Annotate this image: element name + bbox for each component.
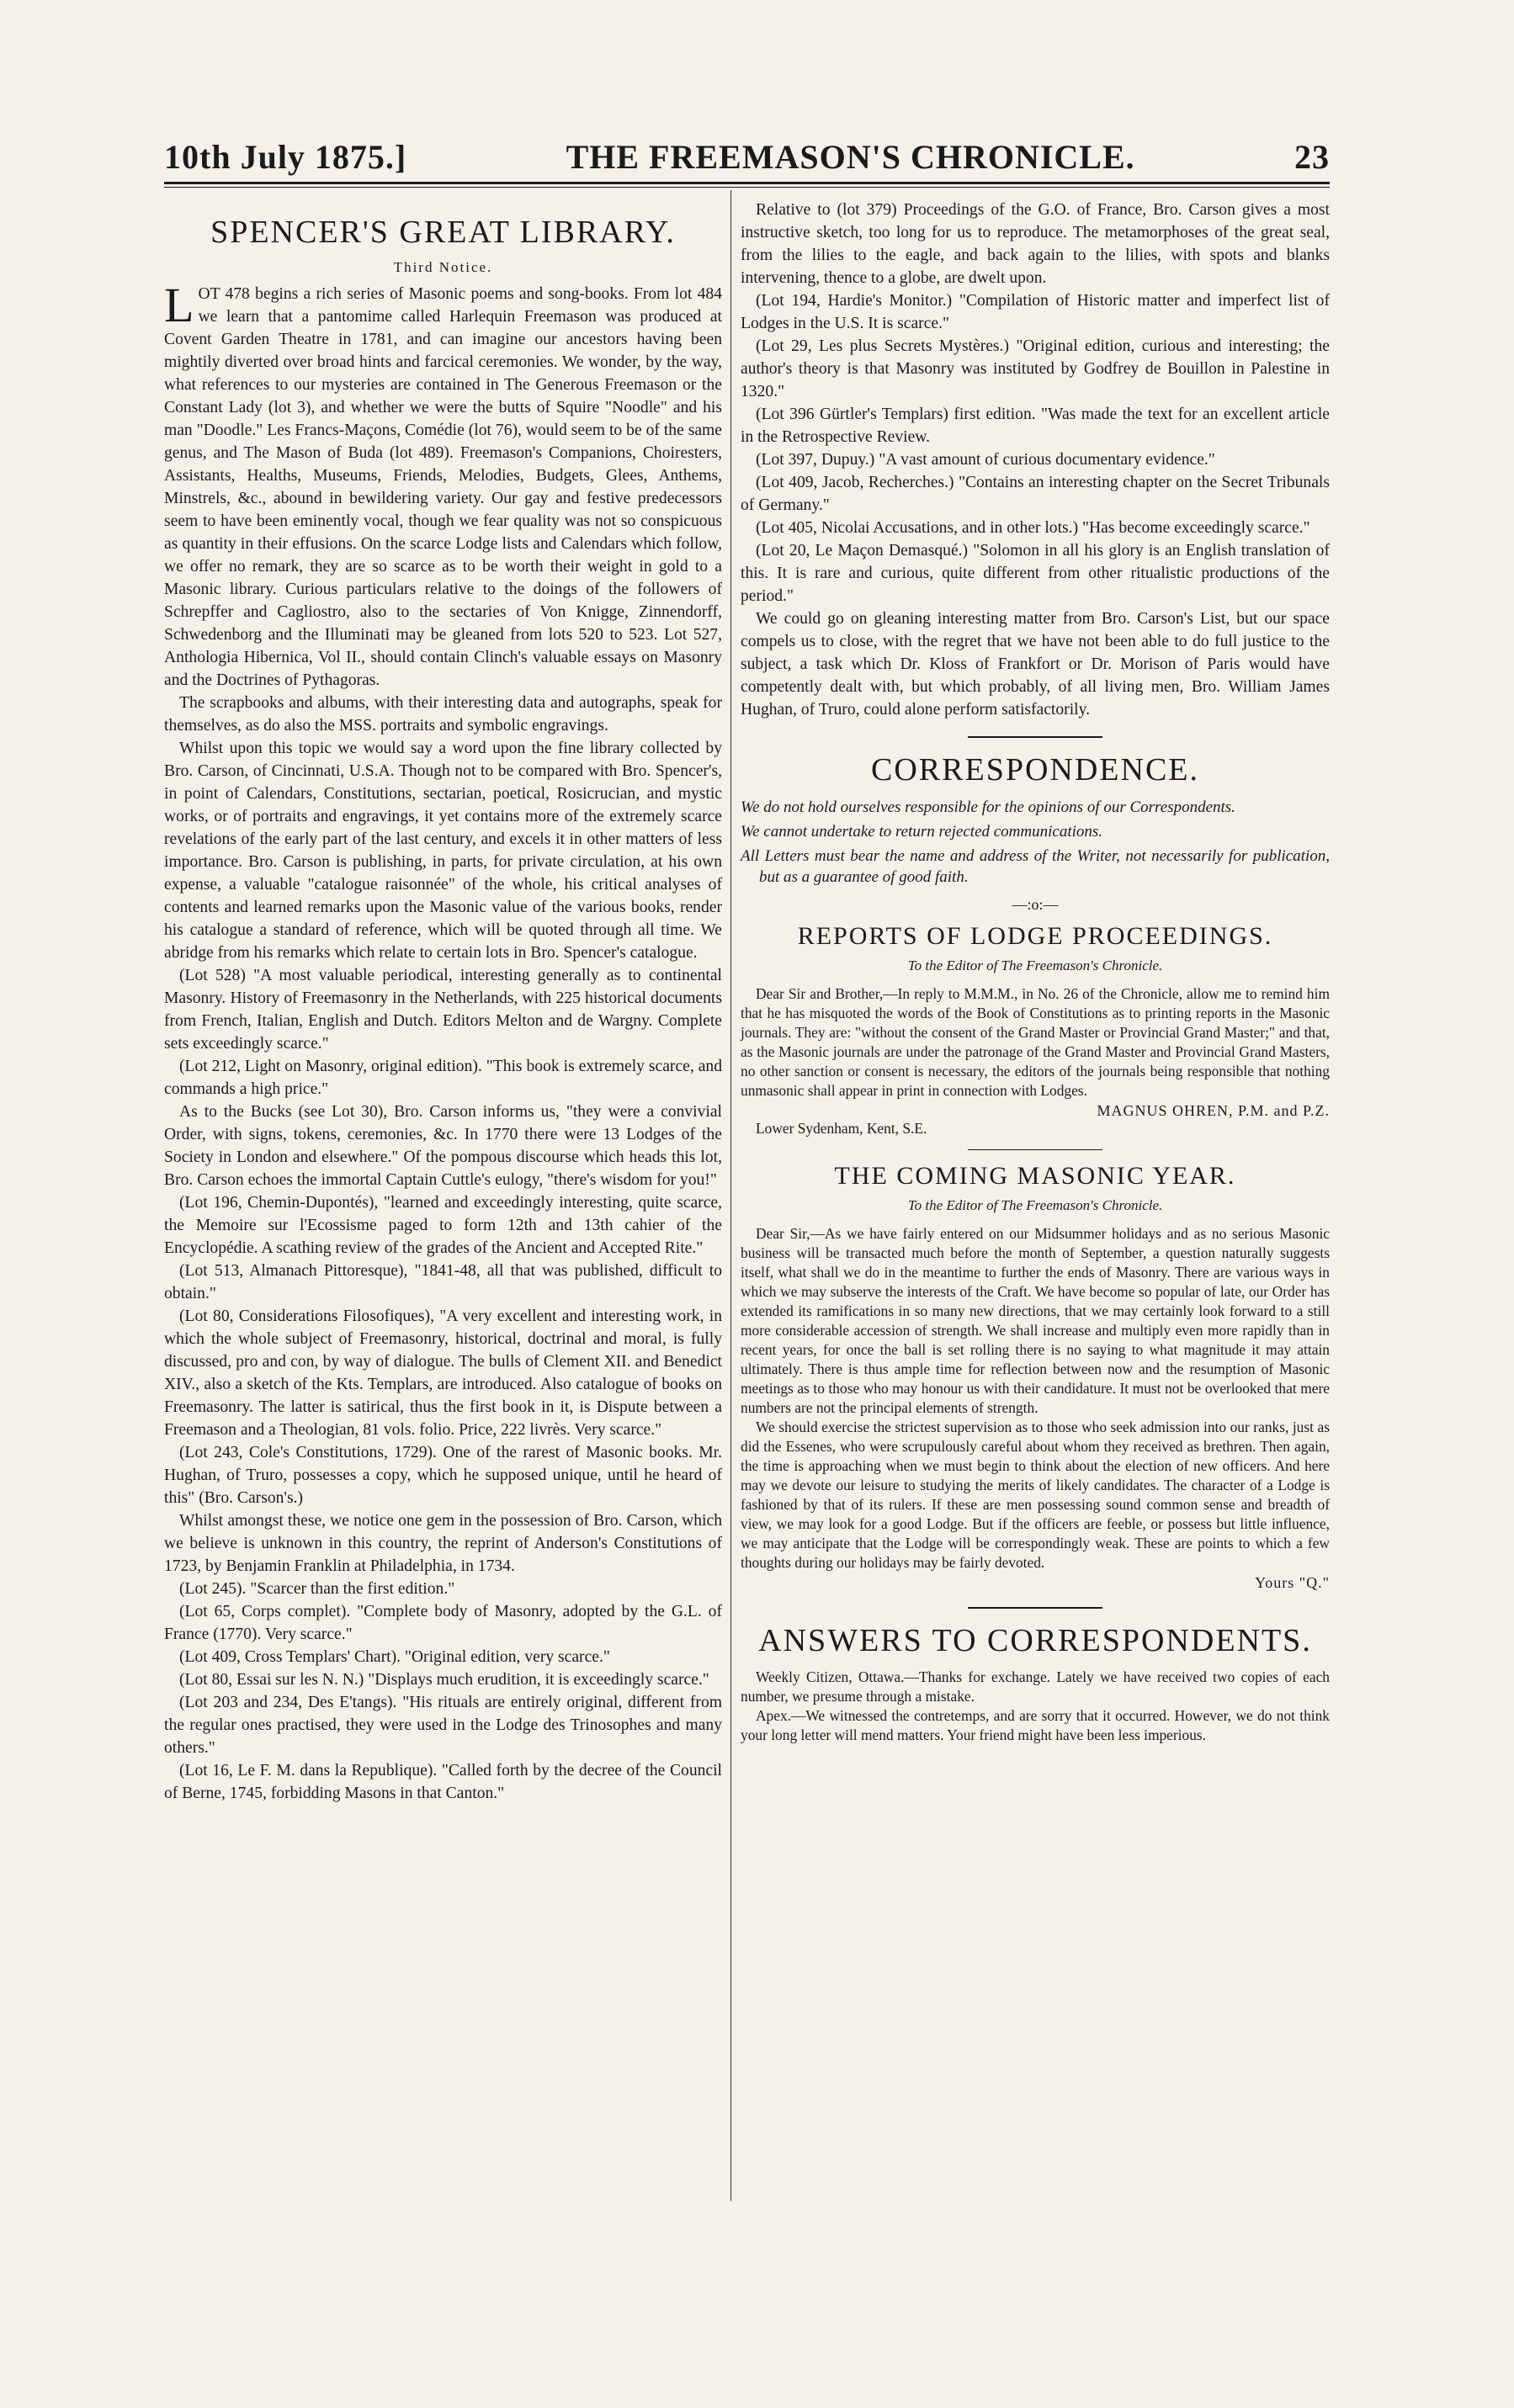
right-column (741, 199, 1330, 1745)
paragraph: (Lot 194, Hardie's Monitor.) "Compilation of Historic matter and imperfect list of Lodges in the U.S. It is scarce." (741, 292, 1330, 332)
letter-address: Lower Sydenham, Kent, S.E. (756, 1120, 927, 1137)
paragraph: LOT 478 begins a rich series of Masonic poems and song-books. From lot 484 we learn that a pantomime called Harlequin Freemason was produced at Covent Garden Theatre in 1781, and can imagine our ancestors having been mightily diverted over broad hints and farcical ceremonies. We wonder, by the way, what references to our mysteries are contained in The Generous Freemason or the Constant Lady (lot 3), and whether we were the butts of Squire "Noodle" and his man "Doodle." Les Francs-Maçons, Comédie (lot 76), would seem to be of the same genus, and The Mason of Buda (lot 489). Freemason's Companions, Choiresters, Assistants, Healths, Museums, Friends, Melodies, Budgets, Glees, Anthems, Minstrels, &c., abound in bewildering variety. Our gay and festive predecessors seem to have been eminently vocal, though we fear quality was not so conspicuous as quantity in their effusions. On the scarce Lodge lists and Calendars which follow, we offer no remark, they are so scarce as to be worth their weight in gold to a Masonic library. Curious particulars relative to the doings of the followers of Schrepffer and Cagliostro, also to the sectaries of Von Knigge, Zinnendorff, Schwedenborg and the Illuminati may be gleaned from lots 520 to 523. Lot 527, Anthologia Hibernica, Vol II., should contain Clinch's valuable essays on Masonry and the Doctrines of Pythagoras. (164, 278, 722, 689)
paragraph: Whilst upon this topic we would say a word upon the fine library collected by Bro. Carson, of Cincinnati, U.S.A. Though not to be compared with Bro. Spencer's, in point of Calendars, Constitutions, sectarian, poetical, Rosicrucian, and mystic works, or of portraits and engravings, it yet contains more of the extremely scarce revelations of the early part of the last century, and excels it in other matters of less importance. Bro. Carson is publishing, in parts, for private circulation, at his own expense, a valuable "catalogue raisonnée" of the whole, his critical analyses of contents and learned remarks upon the Masonic value of the various books, render his catalogue a standard of reference, which will be quoted through all time. We abridge from his remarks which relate to certain lots in Bro. Spencer's catalogue. (164, 740, 722, 962)
coming-year-title: THE COMING MASONIC YEAR. (834, 1162, 1236, 1190)
paragraph: (Lot 212, Light on Masonry, original edition). "This book is extremely scarce, and commands a high price." (164, 1058, 722, 1098)
article-subtitle: Third Notice. (393, 259, 493, 275)
paragraph: (Lot 245). "Scarcer than the first edition." (179, 1580, 455, 1598)
left-column (164, 199, 722, 1805)
paragraph: Whilst amongst these, we notice one gem in the possession of Bro. Carson, which we believe is unknown in this country, the reprint of Anderson's Constitutions of 1723, by Benjamin Franklin at Philadelphia, in 1734. (164, 1512, 722, 1575)
paragraph: (Lot 20, Le Maçon Demasqué.) "Solomon in all his glory is an English translation of this. It is rare and curious, quite different from other ritualistic productions of the period." (741, 542, 1330, 605)
page-header (164, 133, 1330, 180)
paragraph: (Lot 396 Gürtler's Templars) first edition. "Was made the text for an excellent article in the Retrospective Review. (741, 406, 1330, 446)
to-editor-line: To the Editor of The Freemason's Chronicle. (907, 957, 1163, 973)
paragraph: (Lot 203 and 234, Des E'tangs). "His rituals are entirely original, different from the regular ones practised, they were used in the Lodge des Trinosophes and many others." (164, 1694, 722, 1757)
masthead-title: THE FREEMASON'S CHRONICLE. (566, 137, 1135, 176)
letter-signature: Yours "Q." (1255, 1574, 1330, 1591)
issue-date: 10th July 1875.] (164, 137, 407, 176)
column-divider (730, 190, 731, 2201)
paragraph: Dear Sir and Brother,—In reply to M.M.M., in No. 26 of the Chronicle, allow me to remind him that he has misquoted the words of the Book of Constitutions as to printing reports in the Masonic journals. They are: "without the consent of the Grand Master or Provincial Grand Master;" and that, as the Masonic journals are under the patronage of the Grand Master and Provincial Grand Masters, no other sanction or consent is necessary, the editors of the journals being responsible that nothing unmasonic shall appear in print in connection with Lodges. (741, 985, 1330, 1099)
section-divider (968, 736, 1102, 738)
paragraph: (Lot 405, Nicolai Accusations, and in other lots.) "Has become exceedingly scarce." (756, 519, 1310, 537)
answers-body (741, 1668, 1330, 1745)
correspondence-title: CORRESPONDENCE. (871, 752, 1199, 788)
notice-line: We do not hold ourselves responsible for the opinions of our Correspondents. (741, 798, 1235, 816)
notice-line: All Letters must bear the name and address of the Writer, not necessarily for publication, but as a guarantee of good faith. (741, 847, 1330, 886)
paragraph: As to the Bucks (see Lot 30), Bro. Carson informs us, "they were a convivial Order, with signs, tokens, ceremonies, &c. In 1770 there were 13 Lodges of the Society in London and elsewhere." Of the pompous discourse which heads this lot, Bro. Carson echoes the immortal Captain Cuttle's eulogy, "there's wisdom for you!" (164, 1103, 722, 1189)
library-article-body (164, 278, 722, 1805)
letter-signature: MAGNUS OHREN, P.M. and P.Z. (1097, 1102, 1330, 1119)
paragraph: (Lot 513, Almanach Pittoresque), "1841-48, all that was published, difficult to obtain." (164, 1262, 722, 1302)
paragraph: The scrapbooks and albums, with their interesting data and autographs, speak for themselves, as do also the MSS. portraits and symbolic engravings. (164, 694, 722, 735)
ornament: —:o:— (1012, 896, 1059, 913)
paragraph: (Lot 80, Essai sur les N. N.) "Displays much erudition, it is exceedingly scarce." (179, 1671, 709, 1689)
paragraph: Dear Sir,—As we have fairly entered on our Midsummer holidays and as no serious Masonic business will be transacted much before the month of September, a question naturally suggests itself, what shall we do in the meantime to further the ends of Masonry. There are various ways in which we may subserve the interests of the Craft. We have become so popular of late, our Order has extended its ramifications in so many new directions, that we may certainly look forward to a still more considerable accession of strength. We shall increase and multiply even more rapidly than in recent years, for once the ball is set rolling there is no saying to what magnitude it may attain ultimately. There is thus ample time for reflection between now and the resumption of Masonic meetings as to those who may honour us with their candidature. It must not be overlooked that mere numbers are not the principal elements of strength. (741, 1225, 1330, 1416)
section-divider (968, 1149, 1102, 1150)
reports-letter (741, 984, 1330, 1101)
header-rule-thin (164, 187, 1330, 188)
section-divider (968, 1607, 1102, 1609)
paragraph: (Lot 16, Le F. M. dans la Republique). "Called forth by the decree of the Council of Berne, 1745, forbidding Masons in that Canton." (164, 1762, 722, 1802)
paragraph: We could go on gleaning interesting matter from Bro. Carson's List, but our space compels us to close, with the regret that we have not been able to do full justice to the subject, a task which Dr. Kloss of Frankfort or Dr. Morison of Paris would have competently dealt with, but which probably, of all living men, Bro. William James Hughan, of Truro, could alone perform satisfactorily. (741, 610, 1330, 719)
coming-year-letter (741, 1224, 1330, 1573)
correspondence-notices (741, 797, 1330, 888)
paragraph: (Lot 243, Cole's Constitutions, 1729). One of the rarest of Masonic books. Mr. Hughan, of Truro, possesses a copy, which he supposed unique, until he heard of this" (Bro. Carson's.) (164, 1444, 722, 1507)
paragraph: We should exercise the strictest supervision as to those who seek admission into our ranks, just as did the Essenes, who were scrupulously careful about whom they received as brethren. Then again, the time is approaching when we must begin to think about the election of new officers. And here may we devote our leisure to studying the merits of likely candidates. The character of a Lodge is fashioned by that of its rulers. If these are men possessing sound common sense and breadth of view, we may look for a good Lodge. But if the officers are feeble, or possess but little influence, we may anticipate that the Lodge will be correspondingly weak. These are points to which a few thoughts during our holidays may be fairly devoted. (741, 1419, 1330, 1571)
paragraph: (Lot 29, Les plus Secrets Mystères.) "Original edition, curious and interesting; the author's theory is that Masonry was instituted by Godfrey de Bouillon in Palestine in 1320." (741, 337, 1330, 400)
paragraph: Weekly Citizen, Ottawa.—Thanks for exchange. Lately we have received two copies of each number, we presume through a mistake. (741, 1668, 1330, 1705)
library-article-continuation (741, 199, 1330, 721)
notice-line: We cannot undertake to return rejected communications. (741, 823, 1103, 841)
paragraph: Relative to (lot 379) Proceedings of the G.O. of France, Bro. Carson gives a most instructive sketch, too long for us to reproduce. The metamorphoses of the great seal, from the lilies to the eagle, and back again to the lilies, with spots and blanks intervening, thence to a globe, are dwelt upon. (741, 201, 1330, 287)
header-rule (164, 182, 1330, 184)
answers-title: ANSWERS TO CORRESPONDENTS. (758, 1623, 1312, 1658)
article-title-library: SPENCER'S GREAT LIBRARY. (210, 215, 676, 250)
paragraph: (Lot 196, Chemin-Dupontés), "learned and exceedingly interesting, quite scarce, the Memoire sur l'Ecossisme paged to form 12th and 13th cahier of the Encyclopédie. A scathing review of the grades of the Ancient and Accepted Rite." (164, 1194, 722, 1257)
reports-title: REPORTS OF LODGE PROCEEDINGS. (797, 922, 1273, 950)
page-number: 23 (1294, 137, 1330, 176)
paragraph: Apex.—We witnessed the contretemps, and are sorry that it occurred. However, we do not think your long letter will mend matters. Your friend might have been less imperious. (741, 1707, 1330, 1743)
paragraph: (Lot 80, Considerations Filosofiques), "A very excellent and interesting work, in which the whole subject of Freemasonry, historical, doctrinal and moral, is fully discussed, pro and con, by way of dialogue. The bulls of Clement XII. and Benedict XIV., also a sketch of the Kts. Templars, are introduced. Also catalogue of books on Freemasonry. The latter is satirical, thus the first book in it, is Dispute between a Freemason and a Theologian, 81 vols. folio. Price, 222 livrès. Very scarce." (164, 1307, 722, 1439)
paragraph: (Lot 65, Corps complet). "Complete body of Masonry, adopted by the G.L. of France (1770). Very scarce." (164, 1603, 722, 1643)
paragraph: (Lot 397, Dupuy.) "A vast amount of curious documentary evidence." (756, 451, 1215, 469)
paragraph: (Lot 528) "A most valuable periodical, interesting generally as to continental Masonry. History of Freemasonry in the Netherlands, with 225 historical documents from French, Italian, English and Dutch. Editors Melton and de Wargny. Complete sets exceedingly scarce." (164, 967, 722, 1053)
to-editor-line: To the Editor of The Freemason's Chronicle. (907, 1197, 1163, 1213)
paragraph: (Lot 409, Cross Templars' Chart). "Original edition, very scarce." (179, 1648, 610, 1666)
paragraph: (Lot 409, Jacob, Recherches.) "Contains an interesting chapter on the Secret Tribunals of Germany." (741, 474, 1330, 514)
